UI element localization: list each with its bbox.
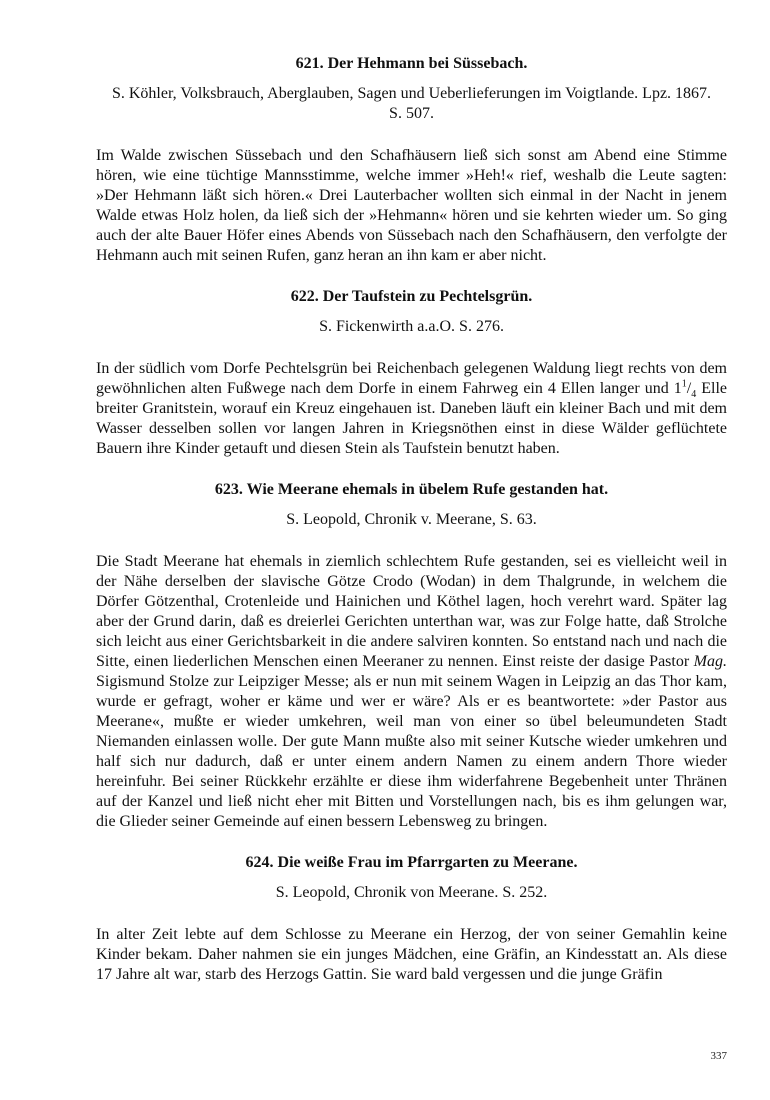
page-number: 337 [710, 1050, 727, 1062]
fraction: $1^1/_4$ [673, 378, 697, 401]
section-623 [96, 480, 727, 832]
section-622 [96, 287, 727, 459]
section-heading: 621. Der Hehmann bei Süssebach. [295, 55, 528, 72]
section-624 [96, 853, 727, 985]
section-621 [96, 54, 727, 266]
fraction-whole: 1 [673, 380, 682, 397]
fraction-numerator: 1 [681, 378, 687, 390]
section-source: S. Leopold, Chronik v. Meerane, S. 63. [286, 511, 537, 528]
fraction-denominator: 4 [691, 389, 697, 401]
section-text: In alter Zeit lebte auf dem Schlosse zu Meerane ein Herzog, der von seiner Gemahlin keine Kinder bekam. Daher nahmen sie ein junges Mädchen, eine Gräfin, an Kindesstatt an. Als diese 17 Jahre alt war, starb des Herzogs Gattin. Sie ward bald vergessen und die junge Gräfin [96, 926, 727, 983]
section-source: S. Köhler, Volksbrauch, Aberglauben, Sagen und Ueberlieferungen im Voigtlande. Lpz. 1867. S. 507. [111, 85, 712, 122]
section-source: S. Fickenwirth a.a.O. S. 276. [319, 318, 504, 335]
text-after-italic: Sigismund Stolze zur Leipziger Messe; als er nun mit seinem Wagen in Leipzig an das Thor kam, wurde er gefragt, woher er käme und wer er wäre? Als er es beantwortete: »der Pastor aus Meerane«, mußte er wieder umkehren, weil man von einer so übel beleumundeten Stadt Niemanden einlassen wolle. Der gute Mann mußte also mit seiner Kutsche wieder umkehren und half sich nur dadurch, daß er unter einem andern Namen zu einem andern Thore wieder hereinfuhr. Bei seiner Rückkehr erzählte er diese ihm widerfahrene Begebenheit unter Thränen auf der Kanzel und ließ nicht eher mit Bitten und Vorstellungen nach, bis es ihm gelungen war, die Glieder seiner Gemeinde auf einen bessern Lebensweg zu bringen. [96, 673, 727, 830]
text-after-fraction: Elle breiter Granitstein, worauf ein Kreuz eingehauen ist. Daneben läuft ein kleiner Bach und mit dem Wasser desselben sollen vor langen Jahren in Kriegsnöthen einst in diese Wälder geflüchtete Bauern ihre Kinder getauft und diesen Stein als Taufstein benutzt haben. [96, 380, 728, 457]
section-heading: 623. Wie Meerane ehemals in übelem Rufe gestanden hat. [214, 481, 609, 498]
section-heading: 622. Der Taufstein zu Pechtelsgrün. [290, 288, 533, 305]
section-text [96, 359, 727, 459]
page-content [96, 54, 727, 1006]
section-text [96, 552, 727, 832]
section-source: S. Leopold, Chronik von Meerane. S. 252. [275, 884, 548, 901]
section-heading: 624. Die weiße Frau im Pfarrgarten zu Meerane. [245, 854, 578, 871]
section-text: Im Walde zwischen Süssebach und den Schafhäusern ließ sich sonst am Abend eine Stimme hören, wie eine tüchtige Mannsstimme, welche immer »Heh!« rief, weshalb die Leute sagten: »Der Hehmann läßt sich hören.« Drei Lauterbacher wollten sich einmal in der Nacht in jenem Walde etwas Holz holen, da ließ sich der »Hehmann« hören und sie kehrten wieder um. So ging auch der alte Bauer Höfer eines Abends von Süssebach nach den Schafhäusern, den verfolgte der Hehmann auch mit seinen Rufen, ganz heran an ihn kam er aber nicht. [96, 147, 727, 264]
text-before-italic: Die Stadt Meerane hat ehemals in ziemlich schlechtem Rufe gestanden, sei es vielleicht weil in der Nähe derselben der slavische Götze Crodo (Wodan) in dem Thalgrunde, in welchem die Dörfer Götzenthal, Crotenleide und Hainichen und Köthel lagen, hoch verehrt ward. Später lag aber der Grund darin, daß es dreierlei Gerichten unterthan war, was zur Folge hatte, daß Strolche sich leicht aus einer Gerichtsbarkeit in die andere salviren konnten. So entstand nach und nach die Sitte, einen liederlichen Menschen einen Meeraner zu nennen. Einst reiste der dasige Pastor [96, 553, 727, 670]
italic-title: Mag. [693, 653, 727, 670]
text-before-fraction: In der südlich vom Dorfe Pechtelsgrün bei Reichenbach gelegenen Waldung liegt rechts von dem gewöhnlichen alten Fußwege nach dem Dorfe in einem Fahrweg ein 4 Ellen langer und [96, 360, 727, 397]
